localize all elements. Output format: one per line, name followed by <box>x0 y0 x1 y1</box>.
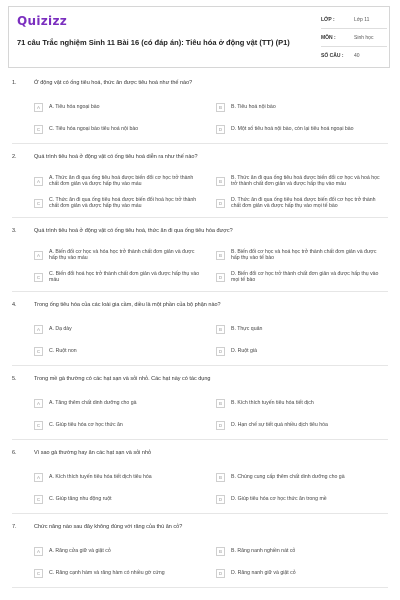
option-letter-box: B <box>216 325 225 334</box>
meta-value: Sinh học <box>354 34 374 41</box>
option-row <box>0 170 400 192</box>
option-text: C. Biến đổi hoá học trở thành chất đơn giản và được hấp thụ vào máu <box>49 270 200 283</box>
option-row <box>0 414 400 436</box>
answer-option[interactable] <box>34 96 200 118</box>
answer-option[interactable] <box>34 244 200 266</box>
question-text: Ở động vật có ống tiêu hoá, thức ăn được tiêu hoá như thế nào? <box>34 80 193 86</box>
question-header <box>0 76 400 96</box>
meta-value: Lớp 11 <box>354 16 370 23</box>
answer-option[interactable] <box>216 244 382 266</box>
answer-option[interactable] <box>216 266 382 288</box>
option-text: B. Răng nanh nghiền nát cỏ <box>231 547 296 554</box>
question-header <box>0 446 400 466</box>
option-letter-box: D <box>216 199 225 208</box>
answer-option[interactable] <box>34 540 200 562</box>
question-header <box>0 298 400 318</box>
question-number: 1. <box>12 80 17 86</box>
option-letter-box: B <box>216 399 225 408</box>
option-letter-box: B <box>216 177 225 186</box>
meta-label: SỐ CÂU : <box>321 52 344 59</box>
question-text: Chức năng nào sau đây không đúng với răng của thú ăn cỏ? <box>34 524 183 530</box>
option-text: C. Giúp tiêu hóa cơ học thức ăn <box>49 421 123 428</box>
option-text: A. Tăng thêm chất dinh dưỡng cho gà <box>49 399 137 406</box>
option-row <box>0 266 400 288</box>
question-4 <box>0 298 400 366</box>
answer-option[interactable] <box>34 562 200 584</box>
question-number: 4. <box>12 302 17 308</box>
option-letter-box: C <box>34 273 43 282</box>
option-text: D. Hạn chế sự tiết quá nhiều dịch tiêu hóa <box>231 421 328 428</box>
answer-option[interactable] <box>216 466 382 488</box>
option-row <box>0 540 400 562</box>
option-row <box>0 192 400 214</box>
answer-option[interactable] <box>216 392 382 414</box>
option-text: B. Thức ăn đi qua ống tiêu hoá được biến đổi cơ học và hoá học trở thành chất đơn giản và được hấp thụ vào máu <box>231 174 380 187</box>
option-letter-box: C <box>34 495 43 504</box>
question-text: Trong mề gà thường có các hạt sạn và sỏi nhỏ. Các hạt này có tác dụng <box>34 376 211 382</box>
question-divider <box>12 365 388 366</box>
option-text: A. Kích thích tuyến tiêu hóa tiết dịch tiêu hóa <box>49 473 152 480</box>
option-letter-box: D <box>216 125 225 134</box>
answer-option[interactable] <box>216 118 382 140</box>
answer-option[interactable] <box>34 266 200 288</box>
option-row <box>0 466 400 488</box>
question-text: Quá trình tiêu hoá ở động vật có ống tiêu hoá diễn ra như thế nào? <box>34 154 198 160</box>
answer-option[interactable] <box>216 170 382 192</box>
question-number: 3. <box>12 228 17 234</box>
answer-option[interactable] <box>216 96 382 118</box>
option-letter-box: D <box>216 569 225 578</box>
question-6 <box>0 446 400 514</box>
question-divider <box>12 143 388 144</box>
option-text: B. Chúng cung cấp thêm chất dinh dưỡng cho gà <box>231 473 345 480</box>
answer-option[interactable] <box>216 540 382 562</box>
option-row <box>0 392 400 414</box>
question-text: Vì sao gà thường hay ăn các hạt sạn và sỏi nhỏ <box>34 450 152 456</box>
meta-row-count <box>321 47 387 64</box>
question-list <box>0 76 400 594</box>
option-text: B. Tiêu hoá nội bào <box>231 103 276 110</box>
question-divider <box>12 291 388 292</box>
answer-options <box>0 466 400 510</box>
option-text: D. Ruột già <box>231 347 257 354</box>
question-number: 7. <box>12 524 17 530</box>
answer-option[interactable] <box>34 118 200 140</box>
option-letter-box: B <box>216 251 225 260</box>
question-5 <box>0 372 400 440</box>
question-header <box>0 520 400 540</box>
option-letter-box: D <box>216 273 225 282</box>
answer-option[interactable] <box>34 488 200 510</box>
option-letter-box: A <box>34 103 43 112</box>
question-text: Trong ống tiêu hóa của các loài gia cầm, diều là một phần của bộ phận nào? <box>34 302 221 308</box>
answer-option[interactable] <box>34 318 200 340</box>
question-number: 6. <box>12 450 17 456</box>
answer-option[interactable] <box>216 488 382 510</box>
quizizz-logo: Quizizz <box>17 14 68 28</box>
answer-options <box>0 244 400 288</box>
answer-options <box>0 170 400 214</box>
option-letter-box: B <box>216 473 225 482</box>
option-letter-box: C <box>34 125 43 134</box>
question-divider <box>12 587 388 588</box>
question-text: Quá trình tiêu hoá ở động vật có ống tiêu hoá, thức ăn đi qua ống tiêu hóa được? <box>34 228 233 234</box>
option-text: A. Tiêu hóa ngoại bào <box>49 103 100 110</box>
option-letter-box: D <box>216 495 225 504</box>
option-letter-box: A <box>34 251 43 260</box>
answer-option[interactable] <box>216 192 382 214</box>
answer-option[interactable] <box>34 192 200 214</box>
option-row <box>0 488 400 510</box>
option-letter-box: B <box>216 547 225 556</box>
option-row <box>0 318 400 340</box>
option-text: C. Răng cạnh hàm và răng hàm có nhiều gờ cứng <box>49 569 165 576</box>
option-text: C. Ruột non <box>49 347 77 354</box>
option-letter-box: C <box>34 347 43 356</box>
option-text: C. Giúp tăng nhu động ruột <box>49 495 112 502</box>
option-text: A. Thức ăn đi qua ống tiêu hoá được biến đổi cơ học trở thành chất đơn giản và được hấp thụ vào máu <box>49 174 194 187</box>
option-row <box>0 244 400 266</box>
answer-option[interactable] <box>216 562 382 584</box>
question-header <box>0 224 400 244</box>
option-text: D. Thức ăn đi qua ống tiêu hoá được biến đổi cơ học trở thành chất đơn giản và được hấp thụ vào mọi tế bào <box>231 196 376 209</box>
option-letter-box: B <box>216 103 225 112</box>
option-row <box>0 562 400 584</box>
meta-row-class <box>321 11 387 29</box>
answer-option[interactable] <box>216 414 382 436</box>
question-divider <box>12 513 388 514</box>
answer-options <box>0 540 400 584</box>
question-1 <box>0 76 400 144</box>
document-title: 71 câu Trắc nghiệm Sinh 11 Bài 16 (có đáp án): Tiêu hóa ở động vật (TT) (P1) <box>17 38 290 47</box>
question-divider <box>12 217 388 218</box>
option-letter-box: C <box>34 421 43 430</box>
answer-option[interactable] <box>34 392 200 414</box>
option-letter-box: A <box>34 325 43 334</box>
document-header <box>8 6 390 68</box>
answer-option[interactable] <box>216 318 382 340</box>
answer-option[interactable] <box>34 340 200 362</box>
option-text: C. Tiêu hóa ngoại bào tiêu hoá nội bào <box>49 125 139 132</box>
option-text: B. Biến đổi cơ học và hoá học trở thành chất đơn giản và được hấp thụ vào tế bào <box>231 248 377 261</box>
option-letter-box: C <box>34 569 43 578</box>
option-row <box>0 96 400 118</box>
question-divider <box>12 439 388 440</box>
option-letter-box: A <box>34 473 43 482</box>
option-letter-box: D <box>216 421 225 430</box>
option-letter-box: A <box>34 177 43 186</box>
answer-option[interactable] <box>34 466 200 488</box>
option-text: A. Dạ dày <box>49 325 72 332</box>
answer-options <box>0 96 400 140</box>
option-text: B. Kích thích tuyến tiêu hóa tiết dịch <box>231 399 314 406</box>
option-letter-box: A <box>34 547 43 556</box>
meta-value: 40 <box>354 52 360 59</box>
option-text: B. Thực quản <box>231 325 263 332</box>
answer-option[interactable] <box>34 414 200 436</box>
option-text: D. Răng nanh giữ và giật cỏ <box>231 569 296 576</box>
option-letter-box: A <box>34 399 43 408</box>
option-text: D. Một số tiêu hoá nội bào, còn lại tiêu hoá ngoại bào <box>231 125 354 132</box>
option-text: A. Biến đổi cơ học và hóa học trở thành chất đơn giản và được hấp thụ vào máu <box>49 248 195 261</box>
question-2 <box>0 150 400 218</box>
answer-option[interactable] <box>34 170 200 192</box>
meta-label: MÔN : <box>321 34 336 41</box>
question-header <box>0 372 400 392</box>
meta-table <box>321 11 387 64</box>
meta-row-subject <box>321 29 387 47</box>
question-header <box>0 150 400 170</box>
option-text: D. Biến đổi cơ học trở thành chất đơn giản và được hấp thụ vào mọi tế bào <box>231 270 379 283</box>
answer-option[interactable] <box>216 340 382 362</box>
option-text: C. Thức ăn đi qua ống tiêu hoá được biến đổi hoá học trở thành chất đơn giản và được hấp thụ vào máu <box>49 196 197 209</box>
option-text: A. Răng cửa giữ và giật cỏ <box>49 547 111 554</box>
meta-label: LỚP : <box>321 16 335 23</box>
question-7 <box>0 520 400 588</box>
answer-options <box>0 318 400 362</box>
question-number: 2. <box>12 154 17 160</box>
option-row <box>0 340 400 362</box>
question-3 <box>0 224 400 292</box>
option-text: D. Giúp tiêu hóa cơ học thức ăn trong mề <box>231 495 327 502</box>
option-letter-box: D <box>216 347 225 356</box>
option-row <box>0 118 400 140</box>
option-letter-box: C <box>34 199 43 208</box>
answer-options <box>0 392 400 436</box>
question-number: 5. <box>12 376 17 382</box>
